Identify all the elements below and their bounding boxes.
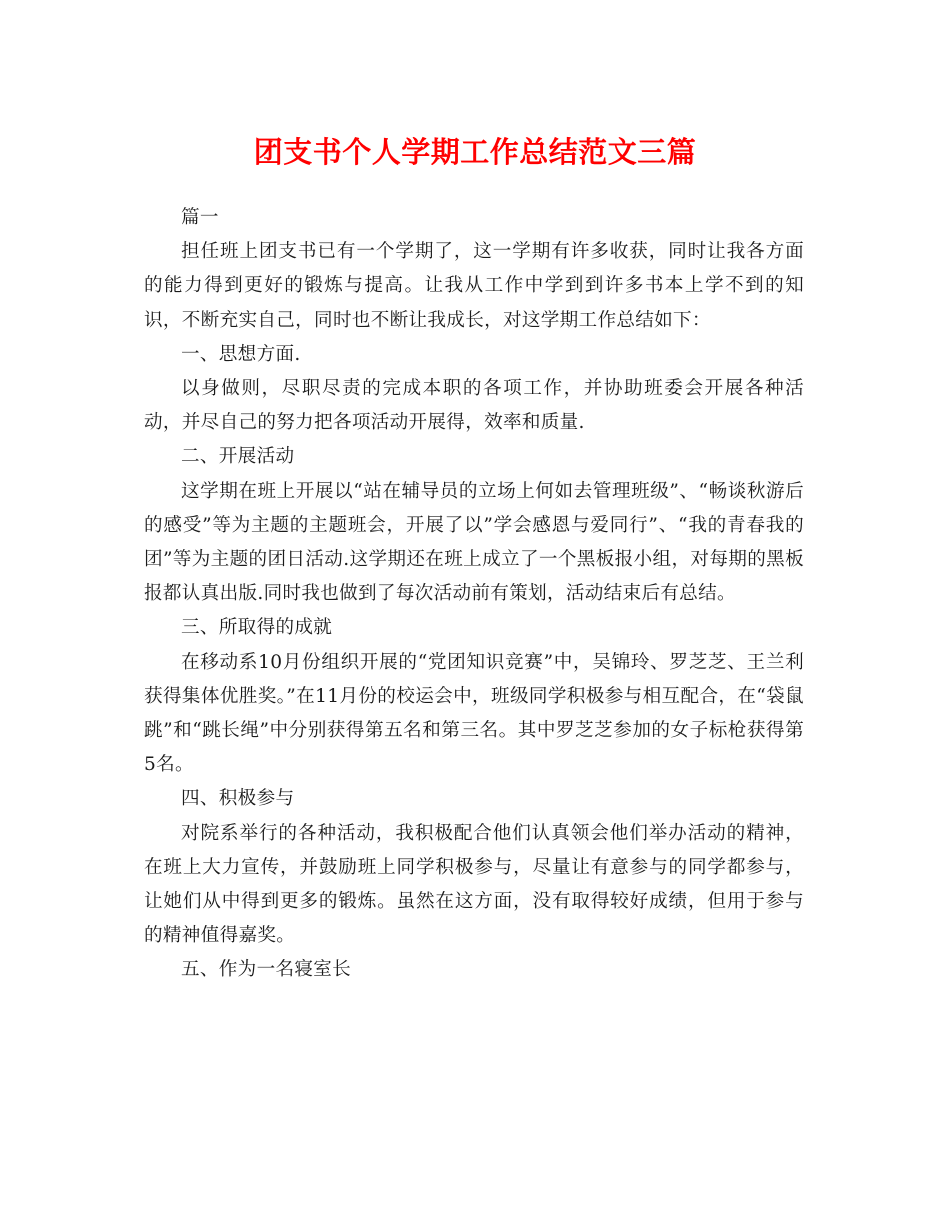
heading-dorm-leader: 五、作为一名寝室长 <box>181 959 352 981</box>
heading-activities: 二、开展活动 <box>181 446 295 468</box>
heading-thought: 一、思想方面. <box>181 343 301 365</box>
thought-paragraph: 以身做则，尽职尽责的完成本职的各项工作，并协助班委会开展各种活动，并尽自己的努力把各项活动开展得，效率和质量. <box>144 378 804 434</box>
heading-achievements: 三、所取得的成就 <box>181 617 333 639</box>
section-label-pian-yi: 篇一 <box>181 207 219 228</box>
activities-paragraph: 这学期在班上开展以“站在辅导员的立场上何如去管理班级”、“畅谈秋游后的感受”等为主题的主题班会，开展了以”学会感恩与爱同行”、“我的青春我的团”等为主题的团日活动.这学期还在班上成立了一个黑板报小组，对每期的黑板报都认真出版.同时我也做到了每次活动前有策划，活动结束后有总结。 <box>144 480 804 605</box>
intro-paragraph: 担任班上团支书已有一个学期了，这一学期有许多收获，同时让我各方面的能力得到更好的锻炼与提高。让我从工作中学到到许多书本上学不到的知识，不断充实自己，同时也不断让我成长，对这学期工作总结如下： <box>144 241 804 331</box>
heading-participation: 四、积极参与 <box>181 788 295 810</box>
document-body <box>144 201 804 988</box>
document-title: 团支书个人学期工作总结范文三篇 <box>253 135 697 169</box>
participation-paragraph: 对院系举行的各种活动，我积极配合他们认真领会他们举办活动的精神，在班上大力宣传，并鼓励班上同学积极参与，尽量让有意参与的同学都参与，让她们从中得到更多的锻炼。虽然在这方面，没有取得较好成绩，但用于参与的精神值得嘉奖。 <box>144 822 804 947</box>
achievements-paragraph: 在移动系10月份组织开展的“党团知识竞赛”中，吴锦玲、罗芝芝、王兰利获得集体优胜奖。”在11月份的校运会中，班级同学积极参与相互配合，在“袋鼠跳”和“跳长绳”中分别获得第五名和第三名。其中罗芝芝参加的女子标枪获得第5名。 <box>144 651 804 776</box>
